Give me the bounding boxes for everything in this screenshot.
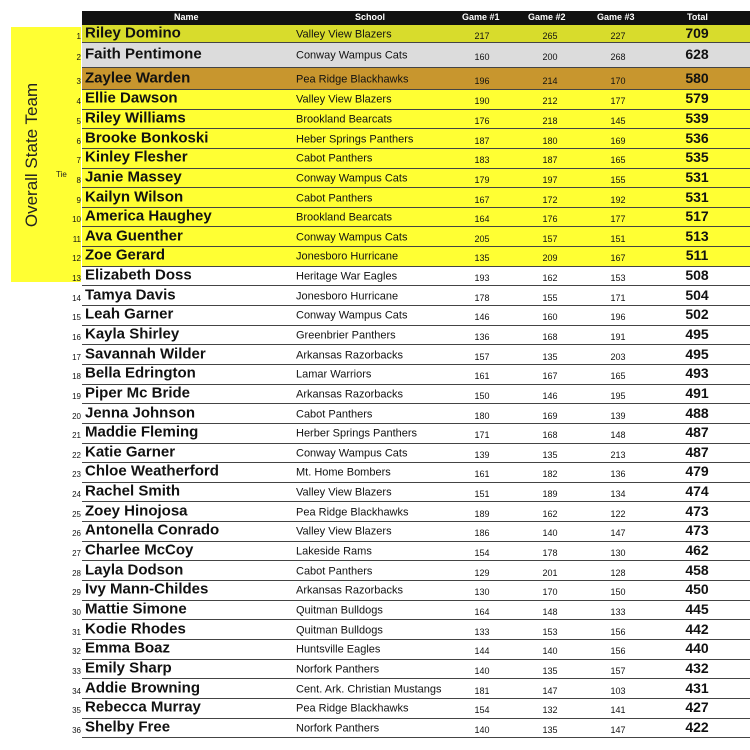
game-1-cell: 179: [474, 174, 490, 185]
game-2-cell: 218: [542, 115, 558, 126]
name-cell: Chloe Weatherford: [85, 462, 219, 480]
game-3-cell: 227: [610, 30, 626, 41]
game-1-cell: 190: [474, 96, 490, 107]
game-1-cell: 186: [474, 528, 490, 539]
school-cell: Pea Ridge Blackhawks: [296, 702, 409, 715]
game-2-cell: 172: [542, 194, 558, 205]
rank-cell: 32: [72, 647, 81, 657]
game-2-cell: 135: [542, 449, 558, 460]
game-1-cell: 167: [474, 194, 490, 205]
game-3-cell: 195: [610, 390, 626, 401]
game-1-cell: 154: [474, 705, 490, 716]
school-cell: Valley View Blazers: [296, 486, 392, 499]
game-2-cell: 162: [542, 273, 558, 284]
rank-cell: 12: [72, 254, 81, 264]
rank-cell: 33: [72, 667, 81, 677]
table-row: [72, 227, 750, 247]
game-3-cell: 177: [610, 214, 626, 225]
game-3-cell: 157: [610, 665, 626, 676]
total-cell: 427: [685, 699, 709, 716]
rank-cell: 21: [72, 431, 81, 441]
name-cell: Riley Domino: [85, 23, 181, 41]
school-cell: Conway Wampus Cats: [296, 49, 408, 62]
school-cell: Norfork Panthers: [296, 722, 380, 735]
name-cell: Antonella Conrado: [85, 521, 220, 539]
game-3-cell: 133: [610, 606, 626, 617]
total-cell: 531: [685, 188, 709, 205]
rank-cell: 16: [72, 333, 81, 343]
school-cell: Mt. Home Bombers: [296, 467, 391, 480]
game-2-cell: 140: [542, 646, 558, 657]
name-cell: Brooke Bonkoski: [85, 129, 209, 147]
game-1-cell: 130: [474, 587, 490, 598]
game-1-cell: 136: [474, 332, 490, 342]
school-cell: Herber Springs Panthers: [296, 427, 418, 440]
game-1-cell: 161: [474, 469, 490, 480]
rank-cell: 17: [72, 352, 81, 362]
game-2-cell: 157: [542, 233, 558, 244]
game-3-cell: 145: [610, 115, 626, 126]
school-cell: Brookland Bearcats: [296, 113, 392, 126]
game-3-cell: 148: [610, 430, 626, 441]
school-cell: Valley View Blazers: [296, 526, 392, 539]
name-cell: America Haughey: [85, 207, 212, 225]
table-row: [72, 679, 750, 699]
name-cell: Bella Edrington: [85, 364, 196, 382]
rank-cell: 13: [72, 274, 81, 284]
table-row: [72, 561, 750, 581]
name-cell: Riley Williams: [85, 109, 186, 127]
game-3-cell: 155: [610, 174, 626, 185]
rank-cell: 26: [72, 529, 81, 539]
game-2-cell: 212: [542, 96, 558, 107]
name-cell: Jenna Johnson: [85, 404, 196, 422]
total-cell: 442: [685, 620, 709, 637]
total-cell: 579: [685, 90, 709, 107]
table-row: [72, 620, 750, 640]
game-2-cell: 148: [542, 606, 558, 617]
game-3-cell: 167: [610, 253, 626, 264]
rank-cell: 5: [76, 117, 81, 127]
rank-cell: 1: [76, 31, 81, 41]
school-cell: Cabot Panthers: [296, 192, 373, 205]
game-3-cell: 153: [610, 273, 626, 284]
name-cell: Shelby Free: [85, 718, 171, 736]
game-2-cell: 209: [542, 253, 558, 264]
game-2-cell: 167: [542, 371, 558, 382]
table-row: [72, 286, 750, 306]
game-2-cell: 146: [542, 390, 558, 401]
rank-cell: 30: [72, 608, 81, 618]
table-row: [76, 23, 750, 43]
total-cell: 628: [685, 46, 709, 63]
game-2-cell: 214: [542, 75, 558, 86]
school-cell: Quitman Bulldogs: [296, 604, 383, 617]
total-cell: 504: [685, 286, 709, 303]
game-2-cell: 182: [542, 469, 558, 480]
school-cell: Pea Ridge Blackhawks: [296, 73, 409, 86]
school-cell: Lamar Warriors: [296, 368, 372, 381]
table-row: [76, 187, 750, 208]
rank-cell: 34: [72, 686, 81, 696]
game-1-cell: 161: [474, 371, 490, 382]
rank-cell: 25: [72, 509, 81, 519]
table-row: [76, 129, 750, 149]
game-2-cell: 135: [542, 724, 558, 735]
game-1-cell: 140: [474, 665, 490, 676]
total-cell: 535: [685, 149, 709, 166]
table-row: [72, 404, 750, 424]
rank-cell: 11: [72, 234, 81, 244]
school-cell: Pea Ridge Blackhawks: [296, 506, 409, 519]
game-3-cell: 128: [610, 567, 626, 578]
game-1-cell: 205: [474, 233, 490, 244]
total-cell: 473: [685, 502, 709, 519]
game-3-cell: 141: [610, 705, 626, 716]
game-2-cell: 140: [542, 528, 558, 539]
name-cell: Zoe Gerard: [85, 246, 166, 264]
rank-cell: 35: [72, 706, 81, 716]
table-row: [72, 580, 750, 601]
game-3-cell: 203: [610, 351, 626, 362]
school-cell: Conway Wampus Cats: [296, 231, 408, 244]
game-3-cell: 151: [610, 233, 626, 244]
game-1-cell: 180: [474, 410, 490, 421]
game-3-cell: 169: [610, 135, 626, 146]
table-body: [72, 23, 750, 738]
table-row: [72, 600, 750, 621]
table-row: [72, 423, 750, 444]
name-cell: Rachel Smith: [85, 482, 181, 500]
school-cell: Heber Springs Panthers: [296, 133, 414, 146]
name-cell: Addie Browning: [85, 679, 200, 697]
table-row: [76, 148, 750, 169]
game-2-cell: 168: [542, 430, 558, 441]
game-1-cell: 133: [474, 626, 490, 637]
game-2-cell: 197: [542, 174, 558, 185]
game-1-cell: 151: [474, 489, 490, 500]
name-cell: Ivy Mann-Childes: [85, 580, 209, 598]
table-row: [72, 639, 750, 660]
game-1-cell: 139: [474, 449, 490, 460]
name-cell: Tamya Davis: [85, 286, 176, 304]
rank-cell: 14: [72, 293, 81, 303]
game-1-cell: 146: [474, 312, 490, 323]
game-3-cell: 196: [610, 312, 626, 323]
school-cell: Arkansas Razorbacks: [296, 584, 403, 597]
game-1-cell: 183: [474, 155, 490, 166]
game-2-cell: 187: [542, 155, 558, 166]
game-1-cell: 181: [474, 685, 490, 696]
total-cell: 473: [685, 522, 709, 539]
rank-cell: 22: [72, 451, 81, 461]
game-2-cell: 178: [542, 548, 558, 559]
game-3-cell: 192: [610, 194, 626, 205]
school-cell: Conway Wampus Cats: [296, 309, 408, 322]
table-row: [72, 718, 750, 739]
school-cell: Huntsville Eagles: [296, 643, 381, 656]
total-cell: 431: [685, 679, 709, 696]
game-3-cell: 191: [610, 332, 626, 342]
school-cell: Jonesboro Hurricane: [296, 251, 399, 264]
game-2-cell: 132: [542, 705, 558, 716]
total-cell: 539: [685, 109, 709, 126]
game-2-cell: 170: [542, 587, 558, 598]
table-row: [72, 482, 750, 503]
name-cell: Emily Sharp: [85, 659, 172, 677]
game-2-cell: 135: [542, 351, 558, 362]
game-3-cell: 147: [610, 724, 626, 735]
table-row: [72, 521, 750, 542]
rank-cell: 20: [72, 411, 81, 421]
game-3-cell: 165: [610, 371, 626, 382]
total-cell: 440: [685, 640, 709, 657]
game-1-cell: 157: [474, 351, 490, 362]
game-2-cell: 201: [542, 567, 558, 578]
name-cell: Faith Pentimone: [85, 45, 202, 63]
total-cell: 508: [685, 267, 709, 284]
school-cell: Jonesboro Hurricane: [296, 290, 399, 303]
school-cell: Cent. Ark. Christian Mustangs: [296, 683, 442, 696]
total-cell: 479: [685, 463, 709, 480]
rank-cell: 18: [72, 372, 81, 382]
school-cell: Brookland Bearcats: [296, 211, 392, 224]
school-cell: Quitman Bulldogs: [296, 624, 383, 637]
name-cell: Emma Boaz: [85, 639, 171, 657]
name-cell: Kinley Flesher: [85, 148, 188, 166]
table-row: [76, 43, 750, 68]
game-1-cell: 176: [474, 115, 490, 126]
game-3-cell: 165: [610, 155, 626, 166]
game-3-cell: 170: [610, 75, 626, 86]
school-cell: Lakeside Rams: [296, 545, 372, 558]
overall-state-team-label: Overall State Team: [22, 82, 41, 228]
school-cell: Arkansas Razorbacks: [296, 349, 403, 362]
rank-cell: 19: [72, 392, 81, 402]
total-cell: 462: [685, 542, 709, 559]
school-cell: Greenbrier Panthers: [296, 329, 396, 342]
rank-cell: 31: [72, 627, 81, 637]
game-1-cell: 196: [474, 75, 490, 86]
name-cell: Layla Dodson: [85, 561, 184, 579]
total-cell: 493: [685, 365, 709, 382]
total-cell: 474: [685, 483, 709, 500]
header-game-1: Game #1: [462, 12, 500, 22]
game-3-cell: 136: [610, 469, 626, 480]
game-1-cell: 140: [474, 724, 490, 735]
rank-cell: 15: [72, 313, 81, 323]
game-1-cell: 160: [474, 52, 490, 62]
game-3-cell: 103: [610, 685, 626, 696]
total-cell: 517: [685, 208, 709, 225]
game-2-cell: 265: [542, 30, 558, 41]
table-row: [72, 207, 750, 228]
total-cell: 487: [685, 424, 709, 441]
name-cell: Janie Massey: [85, 168, 182, 186]
game-2-cell: 180: [542, 135, 558, 146]
name-cell: Kodie Rhodes: [85, 620, 186, 638]
total-cell: 432: [685, 659, 709, 676]
table-row: [76, 68, 750, 90]
table-row: [72, 266, 750, 287]
game-1-cell: 164: [474, 606, 490, 617]
total-cell: 709: [685, 24, 709, 41]
game-1-cell: 193: [474, 273, 490, 284]
standings-table: [72, 11, 750, 738]
school-cell: Cabot Panthers: [296, 565, 373, 578]
name-cell: Ava Guenther: [85, 227, 183, 245]
game-2-cell: 147: [542, 685, 558, 696]
game-3-cell: 130: [610, 548, 626, 559]
rank-cell: 4: [76, 97, 81, 107]
game-3-cell: 150: [610, 587, 626, 598]
name-cell: Zoey Hinojosa: [85, 502, 188, 520]
table-row: [72, 462, 750, 483]
table-row: [72, 364, 750, 385]
rank-cell: 6: [76, 136, 81, 146]
game-3-cell: 156: [610, 626, 626, 637]
rank-cell: 8: [76, 176, 81, 186]
game-2-cell: 200: [542, 52, 558, 62]
game-3-cell: 139: [610, 410, 626, 421]
school-cell: Conway Wampus Cats: [296, 447, 408, 460]
game-2-cell: 168: [542, 332, 558, 342]
table-row: [72, 541, 750, 562]
total-cell: 458: [685, 561, 709, 578]
total-cell: 495: [685, 345, 709, 362]
school-cell: Valley View Blazers: [296, 28, 392, 41]
game-1-cell: 217: [474, 30, 490, 41]
total-cell: 487: [685, 443, 709, 460]
game-3-cell: 122: [610, 508, 626, 519]
table-row: [72, 443, 750, 464]
game-1-cell: 129: [474, 567, 490, 578]
total-cell: 513: [685, 227, 709, 244]
table-row: [72, 659, 750, 680]
school-cell: Cabot Panthers: [296, 408, 373, 421]
header-name: Name: [174, 12, 199, 22]
rank-cell: 23: [72, 470, 81, 480]
game-1-cell: 150: [474, 390, 490, 401]
table-row: [76, 109, 750, 130]
header-school: School: [355, 12, 386, 22]
game-2-cell: 189: [542, 489, 558, 500]
rank-cell: 2: [76, 53, 81, 63]
table-row: [72, 325, 750, 346]
name-cell: Zaylee Warden: [85, 68, 191, 86]
total-cell: 445: [685, 601, 709, 618]
total-cell: 580: [685, 69, 709, 86]
table-row: [72, 345, 750, 365]
table-row: [72, 502, 750, 522]
rank-cell: 27: [72, 549, 81, 559]
name-cell: Piper Mc Bride: [85, 384, 191, 402]
game-1-cell: 178: [474, 292, 490, 303]
game-1-cell: 189: [474, 508, 490, 519]
name-cell: Savannah Wilder: [85, 345, 206, 363]
header-total: Total: [687, 12, 708, 22]
rank-cell: 28: [72, 568, 81, 578]
name-cell: Leah Garner: [85, 305, 174, 323]
school-cell: Cabot Panthers: [296, 152, 373, 165]
rank-cell: 24: [72, 490, 81, 500]
game-3-cell: 147: [610, 528, 626, 539]
table-header: [82, 11, 750, 25]
school-cell: Conway Wampus Cats: [296, 172, 408, 185]
rank-cell: 3: [76, 76, 81, 86]
game-3-cell: 268: [610, 52, 626, 62]
name-cell: Ellie Dawson: [85, 89, 178, 107]
rank-cell: 29: [72, 588, 81, 598]
game-1-cell: 135: [474, 253, 490, 264]
table-row: [76, 168, 750, 189]
game-3-cell: 213: [610, 449, 626, 460]
game-2-cell: 155: [542, 292, 558, 303]
rank-cell: 36: [72, 726, 81, 736]
table-row: [72, 384, 750, 405]
game-1-cell: 144: [474, 646, 490, 657]
game-2-cell: 135: [542, 665, 558, 676]
table-row: [76, 89, 750, 110]
game-1-cell: 187: [474, 135, 490, 146]
rank-cell: 9: [76, 195, 81, 205]
total-cell: 502: [685, 306, 709, 323]
total-cell: 531: [685, 168, 709, 185]
name-cell: Rebecca Murray: [85, 698, 201, 716]
header-game-3: Game #3: [597, 12, 635, 22]
name-cell: Charlee McCoy: [85, 541, 194, 559]
table-row: [72, 246, 750, 267]
table-row: [72, 698, 750, 719]
game-2-cell: 162: [542, 508, 558, 519]
name-cell: Kailyn Wilson: [85, 187, 184, 205]
total-cell: 536: [685, 129, 709, 146]
name-cell: Maddie Fleming: [85, 423, 199, 441]
game-3-cell: 177: [610, 96, 626, 107]
game-3-cell: 156: [610, 646, 626, 657]
game-2-cell: 160: [542, 312, 558, 323]
game-1-cell: 154: [474, 548, 490, 559]
name-cell: Kayla Shirley: [85, 325, 180, 343]
table-row: [72, 305, 750, 326]
total-cell: 495: [685, 326, 709, 343]
header-game-2: Game #2: [528, 12, 566, 22]
school-cell: Valley View Blazers: [296, 93, 392, 106]
game-2-cell: 169: [542, 410, 558, 421]
name-cell: Mattie Simone: [85, 600, 187, 618]
school-cell: Norfork Panthers: [296, 663, 380, 676]
total-cell: 511: [685, 247, 709, 264]
rank-cell: 10: [72, 215, 81, 225]
game-1-cell: 171: [474, 430, 490, 441]
game-3-cell: 171: [610, 292, 626, 303]
game-2-cell: 153: [542, 626, 558, 637]
game-3-cell: 134: [610, 489, 626, 500]
rank-cell: 7: [76, 156, 81, 166]
total-cell: 491: [685, 384, 709, 401]
game-1-cell: 164: [474, 214, 490, 225]
tie-note: Tie: [56, 170, 67, 179]
total-cell: 450: [685, 581, 709, 598]
name-cell: Katie Garner: [85, 443, 176, 461]
total-cell: 488: [685, 404, 709, 421]
game-2-cell: 176: [542, 214, 558, 225]
name-cell: Elizabeth Doss: [85, 266, 192, 284]
total-cell: 422: [685, 718, 709, 735]
school-cell: Arkansas Razorbacks: [296, 388, 403, 401]
school-cell: Heritage War Eagles: [296, 270, 398, 283]
